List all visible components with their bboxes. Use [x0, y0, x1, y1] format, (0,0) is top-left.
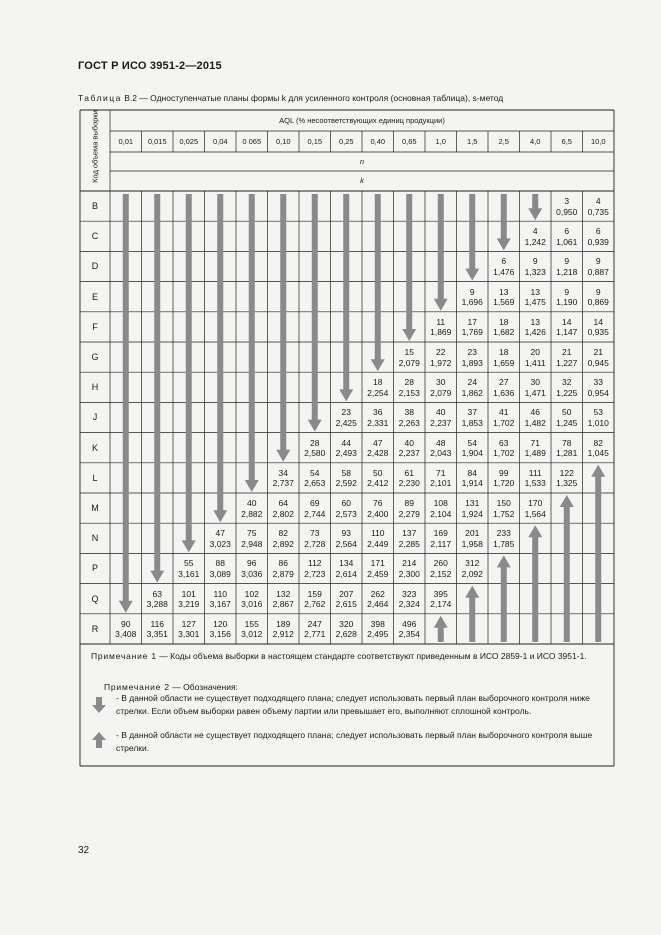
arrow-down-icon	[213, 194, 227, 522]
cell-n: 61	[404, 467, 414, 478]
cell-n: 58	[341, 467, 351, 478]
row-code: P	[91, 563, 98, 574]
cell-k: 2,737	[272, 478, 294, 489]
cell-k: 2,300	[398, 568, 420, 579]
cell-n: 64	[278, 498, 288, 508]
cell-n: 14	[562, 316, 572, 327]
cell-n: 28	[310, 437, 320, 448]
cell-n: 312	[465, 558, 480, 569]
cell-n: 55	[184, 558, 194, 569]
cell-n: 30	[436, 377, 446, 388]
cell-k: 1,636	[493, 387, 515, 398]
cell-k: 2,882	[241, 508, 263, 519]
corner-label: Код объема выборки	[90, 109, 100, 183]
cell-n: 127	[181, 618, 196, 629]
cell-k: 1,476	[493, 266, 515, 277]
cell-n: 323	[402, 588, 417, 599]
cell-n: 60	[341, 498, 351, 508]
cell-n: 110	[370, 528, 385, 539]
aql-value: 1,0	[435, 137, 446, 146]
cell-k: 3,161	[178, 568, 200, 579]
cell-k: 2,771	[304, 629, 326, 640]
note-1	[91, 650, 616, 663]
cell-n: 131	[465, 498, 480, 508]
cell-n: 201	[465, 528, 480, 539]
cell-k: 1,659	[493, 357, 515, 368]
cell-k: 2,615	[335, 599, 357, 610]
aql-value: 4,0	[530, 137, 541, 146]
cell-k: 1,147	[556, 327, 578, 338]
k-label: k	[360, 176, 364, 185]
cell-k: 1,045	[587, 448, 609, 459]
cell-k: 2,101	[430, 478, 452, 489]
cell-n: 155	[244, 618, 259, 629]
cell-n: 71	[436, 467, 446, 478]
cell-k: 2,153	[398, 387, 420, 398]
cell-n: 4	[595, 196, 601, 206]
cell-k: 1,972	[430, 357, 452, 368]
cell-k: 2,079	[398, 357, 420, 368]
cell-n: 14	[593, 316, 603, 327]
cell-n: 75	[247, 528, 257, 539]
arrow-down-icon	[402, 194, 416, 341]
cell-k: 0,935	[587, 327, 609, 338]
cell-k: 1,914	[461, 478, 483, 489]
cell-k: 2,493	[335, 448, 357, 459]
row-code: B	[91, 201, 98, 211]
n-label: n	[359, 157, 365, 166]
cell-k: 2,331	[367, 417, 389, 428]
cell-n: 33	[593, 377, 603, 388]
cell-n: 90	[121, 618, 131, 629]
cell-n: 54	[310, 467, 320, 478]
cell-k: 2,723	[304, 568, 326, 579]
cell-k: 3,089	[209, 568, 231, 579]
cell-n: 13	[530, 316, 540, 327]
cell-n: 18	[499, 316, 509, 327]
cell-n: 84	[467, 467, 477, 478]
cell-n: 21	[593, 347, 603, 357]
aql-value: 0 065	[242, 137, 262, 146]
cell-k: 1,702	[493, 417, 515, 428]
cell-k: 2,580	[304, 448, 326, 459]
cell-n: 93	[341, 528, 351, 539]
cell-n: 233	[496, 528, 511, 539]
cell-k: 2,285	[398, 538, 420, 549]
cell-k: 2,237	[430, 417, 452, 428]
cell-n: 9	[469, 286, 475, 297]
aql-value: 2,5	[498, 137, 509, 146]
cell-k: 3,023	[209, 538, 231, 549]
cell-k: 3,351	[146, 629, 168, 640]
row-code: E	[91, 291, 98, 302]
cell-k: 2,354	[398, 629, 420, 640]
cell-n: 108	[433, 498, 448, 508]
cell-k: 2,428	[367, 448, 389, 459]
cell-k: 1,323	[524, 266, 546, 277]
cell-k: 1,411	[524, 357, 546, 368]
cell-n: 398	[370, 618, 385, 629]
cell-k: 2,762	[304, 599, 326, 610]
cell-n: 395	[433, 588, 448, 599]
aql-value: 6,5	[561, 137, 572, 146]
cell-k: 1,785	[493, 538, 515, 549]
cell-n: 86	[278, 558, 288, 569]
cell-k: 1,682	[493, 327, 515, 338]
cell-k: 3,288	[146, 599, 168, 610]
cell-k: 1,893	[461, 357, 483, 368]
cell-n: 13	[499, 286, 509, 297]
aql-value: 0,25	[338, 137, 354, 146]
cell-n: 214	[402, 558, 417, 569]
cell-n: 159	[307, 588, 322, 599]
cell-n: 13	[530, 286, 540, 297]
cell-n: 134	[339, 558, 354, 569]
cell-n: 260	[433, 558, 448, 569]
aql-value: 0,40	[370, 137, 386, 146]
cell-n: 32	[562, 377, 572, 388]
cell-n: 96	[247, 558, 257, 569]
cell-k: 3,408	[115, 629, 137, 640]
row-code: G	[91, 352, 99, 362]
cell-n: 9	[564, 256, 570, 267]
cell-k: 1,533	[524, 478, 546, 489]
aql-value: 0,015	[147, 137, 167, 146]
cell-k: 2,152	[430, 568, 452, 579]
cell-k: 1,061	[556, 236, 578, 247]
arrow-up-icon	[92, 732, 106, 748]
cell-n: 170	[528, 498, 543, 508]
cell-k: 2,092	[461, 568, 483, 579]
cell-k: 1,720	[493, 478, 515, 489]
cell-k: 2,459	[367, 568, 389, 579]
cell-n: 82	[278, 528, 288, 539]
cell-n: 21	[562, 347, 572, 357]
arrow-down-icon	[182, 194, 196, 552]
arrow-down-icon	[497, 194, 511, 250]
row-code: M	[91, 503, 99, 513]
cell-n: 73	[310, 528, 320, 539]
cell-k: 0,954	[587, 387, 609, 398]
cell-k: 1,227	[556, 357, 578, 368]
row-code: F	[92, 321, 98, 332]
aql-value: 0,10	[275, 137, 291, 146]
cell-k: 1,426	[524, 327, 546, 338]
cell-n: 23	[467, 347, 477, 357]
cell-n: 82	[593, 437, 603, 448]
arrow-down-icon	[150, 194, 164, 583]
cell-k: 2,892	[272, 538, 294, 549]
arrow-down-icon	[276, 194, 290, 462]
cell-n: 320	[339, 618, 354, 629]
cell-n: 28	[404, 377, 414, 388]
cell-k: 1,471	[524, 387, 546, 398]
cell-k: 1,958	[461, 538, 483, 549]
cell-k: 1,769	[461, 327, 483, 338]
arrow-down-icon	[371, 194, 385, 371]
cell-k: 1,325	[556, 478, 578, 489]
cell-k: 3,016	[241, 599, 263, 610]
cell-n: 262	[370, 588, 385, 599]
cell-n: 9	[532, 256, 538, 267]
cell-k: 2,744	[304, 508, 326, 519]
row-code: J	[92, 412, 98, 423]
cell-n: 112	[307, 558, 322, 569]
cell-k: 1,569	[493, 297, 515, 308]
cell-n: 40	[436, 407, 446, 418]
cell-n: 50	[562, 407, 572, 418]
cell-k: 2,867	[272, 599, 294, 610]
row-code: Q	[91, 593, 99, 604]
row-code: R	[91, 623, 99, 634]
caption-prefix: Таблица	[78, 93, 122, 103]
cell-n: 40	[404, 437, 414, 448]
aql-value: 0,65	[401, 137, 417, 146]
cell-k: 1,862	[461, 387, 483, 398]
cell-k: 1,904	[461, 448, 483, 459]
cell-n: 137	[402, 528, 417, 539]
cell-n: 3	[564, 196, 570, 206]
cell-k: 2,117	[430, 538, 452, 549]
cell-k: 2,912	[272, 629, 294, 640]
note-up-text: - В данной области не существует подходящего плана; следует использовать первый план выборочного контроля выше стрелки.	[116, 730, 593, 753]
aql-value: 0,04	[212, 137, 228, 146]
cell-n: 18	[373, 377, 383, 388]
cell-k: 2,104	[430, 508, 452, 519]
aql-value: 0,15	[307, 137, 323, 146]
row-code: D	[91, 261, 99, 272]
cell-k: 2,495	[367, 629, 389, 640]
caption-text: В.2 — Одноступенчатые планы формы k для усиленного контроля (основная таблица), s-метод	[121, 93, 504, 103]
cell-n: 53	[593, 407, 603, 418]
cell-k: 1,242	[524, 236, 546, 247]
cell-k: 0,735	[587, 206, 609, 217]
cell-k: 1,924	[461, 508, 483, 519]
cell-k: 2,564	[335, 538, 357, 549]
cell-k: 1,853	[461, 417, 483, 428]
cell-k: 2,043	[430, 448, 452, 459]
page-number: 32	[78, 845, 90, 856]
row-code: H	[91, 382, 99, 393]
cell-k: 3,167	[209, 599, 231, 610]
arrow-down-icon	[434, 194, 448, 311]
cell-n: 99	[499, 467, 509, 478]
cell-n: 36	[373, 407, 383, 418]
cell-k: 2,614	[335, 568, 357, 579]
arrow-up-icon	[434, 616, 448, 642]
cell-n: 6	[564, 226, 570, 237]
cell-n: 76	[373, 498, 383, 508]
cell-k: 2,230	[398, 478, 420, 489]
cell-n: 189	[276, 618, 291, 629]
cell-n: 63	[499, 437, 509, 448]
cell-k: 0,887	[587, 266, 609, 277]
aql-value: 0,025	[179, 137, 199, 146]
cell-n: 247	[307, 618, 322, 629]
cell-k: 1,696	[461, 297, 483, 308]
cell-n: 120	[213, 618, 228, 629]
aql-value: 0,01	[118, 137, 134, 146]
cell-n: 171	[370, 558, 385, 569]
cell-n: 47	[373, 437, 383, 448]
cell-k: 2,412	[367, 478, 389, 489]
cell-n: 40	[247, 498, 257, 508]
cell-k: 3,219	[178, 599, 200, 610]
cell-n: 46	[530, 407, 540, 418]
cell-n: 9	[595, 256, 601, 267]
cell-n: 6	[501, 256, 507, 267]
cell-k: 2,464	[367, 599, 389, 610]
cell-n: 37	[467, 407, 477, 418]
cell-n: 27	[499, 377, 509, 388]
cell-k: 1,482	[524, 417, 546, 428]
cell-k: 1,010	[587, 417, 609, 428]
cell-k: 2,573	[335, 508, 357, 519]
cell-n: 38	[404, 407, 414, 418]
cell-k: 2,628	[335, 629, 357, 640]
cell-n: 11	[436, 316, 446, 327]
cell-k: 2,254	[367, 387, 389, 398]
note-1-text: — Коды объема выборки в настоящем стандарте соответствуют приведенным в ИСО 2859-1 и ИСО 3951-1.	[156, 651, 587, 661]
row-code: C	[91, 231, 99, 242]
cell-n: 110	[213, 588, 228, 599]
cell-k: 2,174	[430, 599, 452, 610]
cell-k: 2,425	[335, 417, 357, 428]
cell-k: 1,489	[524, 448, 546, 459]
arrow-down-icon	[465, 194, 479, 281]
cell-n: 169	[433, 528, 448, 539]
document-title: ГОСТ Р ИСО 3951-2—2015	[78, 60, 222, 72]
note-2-text: — Обозначения:	[169, 682, 238, 692]
cell-k: 3,156	[209, 629, 231, 640]
cell-k: 1,190	[556, 297, 578, 308]
arrow-up-icon	[497, 555, 511, 642]
cell-n: 15	[404, 347, 414, 357]
aql-value: 10,0	[590, 137, 606, 146]
cell-n: 47	[215, 528, 225, 539]
cell-k: 1,752	[493, 508, 515, 519]
cell-n: 122	[559, 467, 574, 478]
cell-k: 3,301	[178, 629, 200, 640]
cell-k: 2,079	[430, 387, 452, 398]
cell-n: 6	[595, 226, 601, 237]
cell-n: 9	[564, 286, 570, 297]
cell-k: 2,449	[367, 538, 389, 549]
cell-n: 71	[530, 437, 540, 448]
cell-n: 111	[528, 467, 542, 478]
row-code: L	[92, 472, 98, 483]
cell-k: 1,869	[430, 327, 452, 338]
cell-k: 0,869	[587, 297, 609, 308]
cell-n: 23	[341, 407, 351, 418]
cell-k: 2,237	[398, 448, 420, 459]
cell-k: 1,702	[493, 448, 515, 459]
cell-n: 44	[341, 437, 351, 448]
cell-n: 54	[467, 437, 477, 448]
cell-n: 101	[181, 588, 196, 599]
cell-k: 2,802	[272, 508, 294, 519]
cell-k: 0,939	[587, 236, 609, 247]
cell-n: 69	[310, 498, 320, 508]
cell-n: 17	[467, 316, 477, 327]
cell-n: 63	[152, 588, 162, 599]
cell-n: 30	[530, 377, 540, 388]
note-1-prefix: Примечание 1	[91, 651, 157, 661]
cell-n: 9	[595, 286, 601, 297]
cell-n: 102	[244, 588, 259, 599]
cell-n: 18	[499, 347, 509, 357]
cell-k: 2,653	[304, 478, 326, 489]
cell-k: 2,263	[398, 417, 420, 428]
cell-k: 2,592	[335, 478, 357, 489]
note-down-text: - В данной области не существует подходящего плана; следует использовать первый план выборочного контроля ниже стрелки. Если объем выборки равен объему партии или превышает его, выполняют сплошной контроль.	[116, 693, 590, 716]
cell-k: 0,945	[587, 357, 609, 368]
arrow-down-icon	[245, 194, 259, 492]
cell-k: 2,879	[272, 568, 294, 579]
row-code: K	[91, 442, 98, 453]
cell-n: 116	[150, 618, 165, 629]
cell-k: 2,948	[241, 538, 263, 549]
cell-k: 1,281	[556, 448, 578, 459]
cell-n: 150	[496, 498, 511, 508]
cell-k: 2,324	[398, 599, 420, 610]
cell-k: 2,279	[398, 508, 420, 519]
arrow-down-icon	[119, 194, 133, 613]
arrow-down-icon	[308, 194, 322, 432]
aql-value: 1,5	[467, 137, 478, 146]
cell-n: 22	[436, 347, 446, 357]
cell-n: 48	[436, 437, 446, 448]
cell-k: 1,225	[556, 387, 578, 398]
cell-n: 207	[339, 588, 354, 599]
cell-n: 24	[467, 377, 477, 388]
cell-k: 1,564	[524, 508, 546, 519]
cell-n: 20	[530, 347, 540, 357]
arrow-down-icon	[339, 194, 353, 401]
cell-n: 88	[215, 558, 225, 569]
cell-k: 1,218	[556, 266, 578, 277]
cell-n: 4	[532, 226, 538, 237]
cell-k: 3,036	[241, 568, 263, 579]
cell-n: 41	[499, 407, 509, 418]
cell-n: 89	[404, 498, 414, 508]
cell-k: 1,245	[556, 417, 578, 428]
row-code: N	[91, 533, 99, 544]
cell-n: 132	[276, 588, 291, 599]
cell-n: 50	[373, 467, 383, 478]
arrow-down-icon	[528, 194, 542, 220]
cell-k: 1,475	[524, 297, 546, 308]
cell-k: 0,950	[556, 206, 578, 217]
cell-n: 496	[402, 618, 417, 629]
arrow-up-icon	[560, 495, 574, 642]
cell-k: 2,400	[367, 508, 389, 519]
cell-n: 78	[562, 437, 572, 448]
cell-k: 2,728	[304, 538, 326, 549]
arrow-down-icon	[92, 697, 106, 713]
aql-header: AQL (% несоответствующих единиц продукции)	[279, 116, 445, 125]
note-2-prefix: Примечание 2	[104, 682, 170, 692]
cell-k: 3,012	[241, 629, 263, 640]
cell-n: 34	[278, 467, 288, 478]
